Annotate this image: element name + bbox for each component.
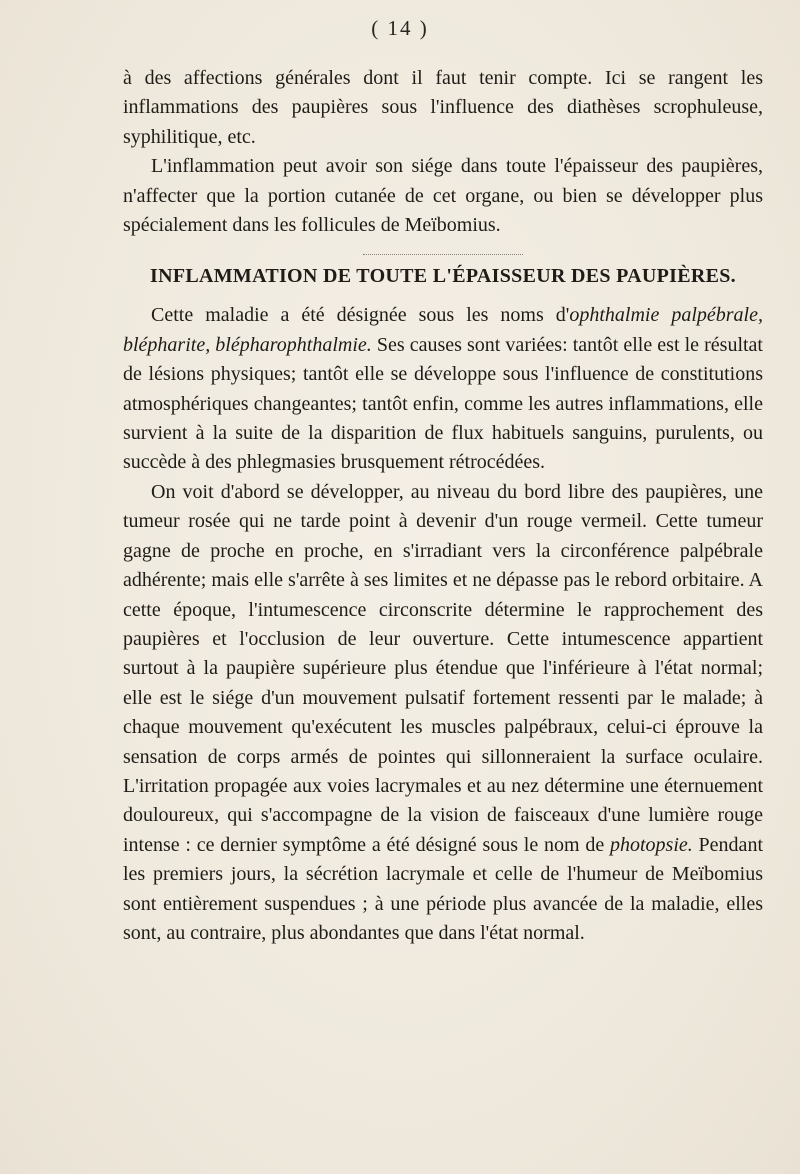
paragraph-3	[123, 301, 763, 477]
paragraph-4-start: On voit d'abord se développer, au niveau du bord libre des paupières, une tumeur rosée qui ne tarde point à devenir d'un rouge vermeil. Cette tumeur gagne de proche en proche, en s'irradiant vers la circonférence palpébrale adhérente; mais elle s'arrête à ses limites et ne dépasse pas le rebord orbitaire. A cette époque, l'intumescence circonscrite détermine le rapprochement des paupières et l'occlusion de leur ouverture. Cette intumescence appartient surtout à la paupière supérieure plus étendue que l'inférieure à l'état normal; elle est le siége d'un mouvement pulsatif fortement ressenti par le malade; à chaque mouvement qu'exécutent les muscles palpébraux, celui-ci éprouve la sensation de corps armés de pointes qui sillonneraient la surface oculaire. L'irritation propagée aux voies lacrymales et au nez détermine une éternuement douloureux, qui s'accompagne de la vision de faisceaux d'une lumière rouge intense : ce dernier symptôme a été désigné sous le nom de	[123, 480, 763, 856]
body-text	[123, 64, 763, 948]
paragraph-2: L'inflammation peut avoir son siége dans toute l'épaisseur des paupières, n'affecter que la portion cutanée de cet organe, ou bien se développer plus spécialement dans les follicules de Meïbomius.	[123, 155, 763, 237]
paragraph-4	[123, 478, 763, 949]
section-heading: INFLAMMATION DE TOUTE L'ÉPAISSEUR DES PAUPIÈRES.	[123, 254, 763, 289]
paragraph-3-start: Cette maladie a été désignée sous les noms d'	[151, 304, 570, 327]
paragraph-3-terms: ophthalmie palpébrale, blépharite, blépharophthalmie.	[123, 304, 763, 356]
paragraph-4-end: Pendant les premiers jours, la sécrétion lacrymale et celle de l'humeur de Meïbomius sont entièrement suspendues ; à une période plus avancée de la maladie, elles sont, au contraire, plus abondantes que dans l'état normal.	[123, 833, 763, 944]
paragraph-1: à des affections générales dont il faut tenir compte. Ici se rangent les inflammations des paupières sous l'influence des diathèses scrophuleuse, syphilitique, etc.	[123, 67, 763, 148]
page-number: ( 14 )	[371, 16, 429, 40]
paragraph-4-term: photopsie.	[610, 833, 693, 856]
paragraph-3-end: Ses causes sont variées: tantôt elle est le résultat de lésions physiques; tantôt elle se développe sous l'influence de constitutions atmosphériques changeantes; tantôt enfin, comme les autres inflammations, elle survient à la suite de la disparition de flux habituels sanguins, purulents, ou succède à des phlegmasies brusquement rétrocédées.	[123, 333, 763, 474]
